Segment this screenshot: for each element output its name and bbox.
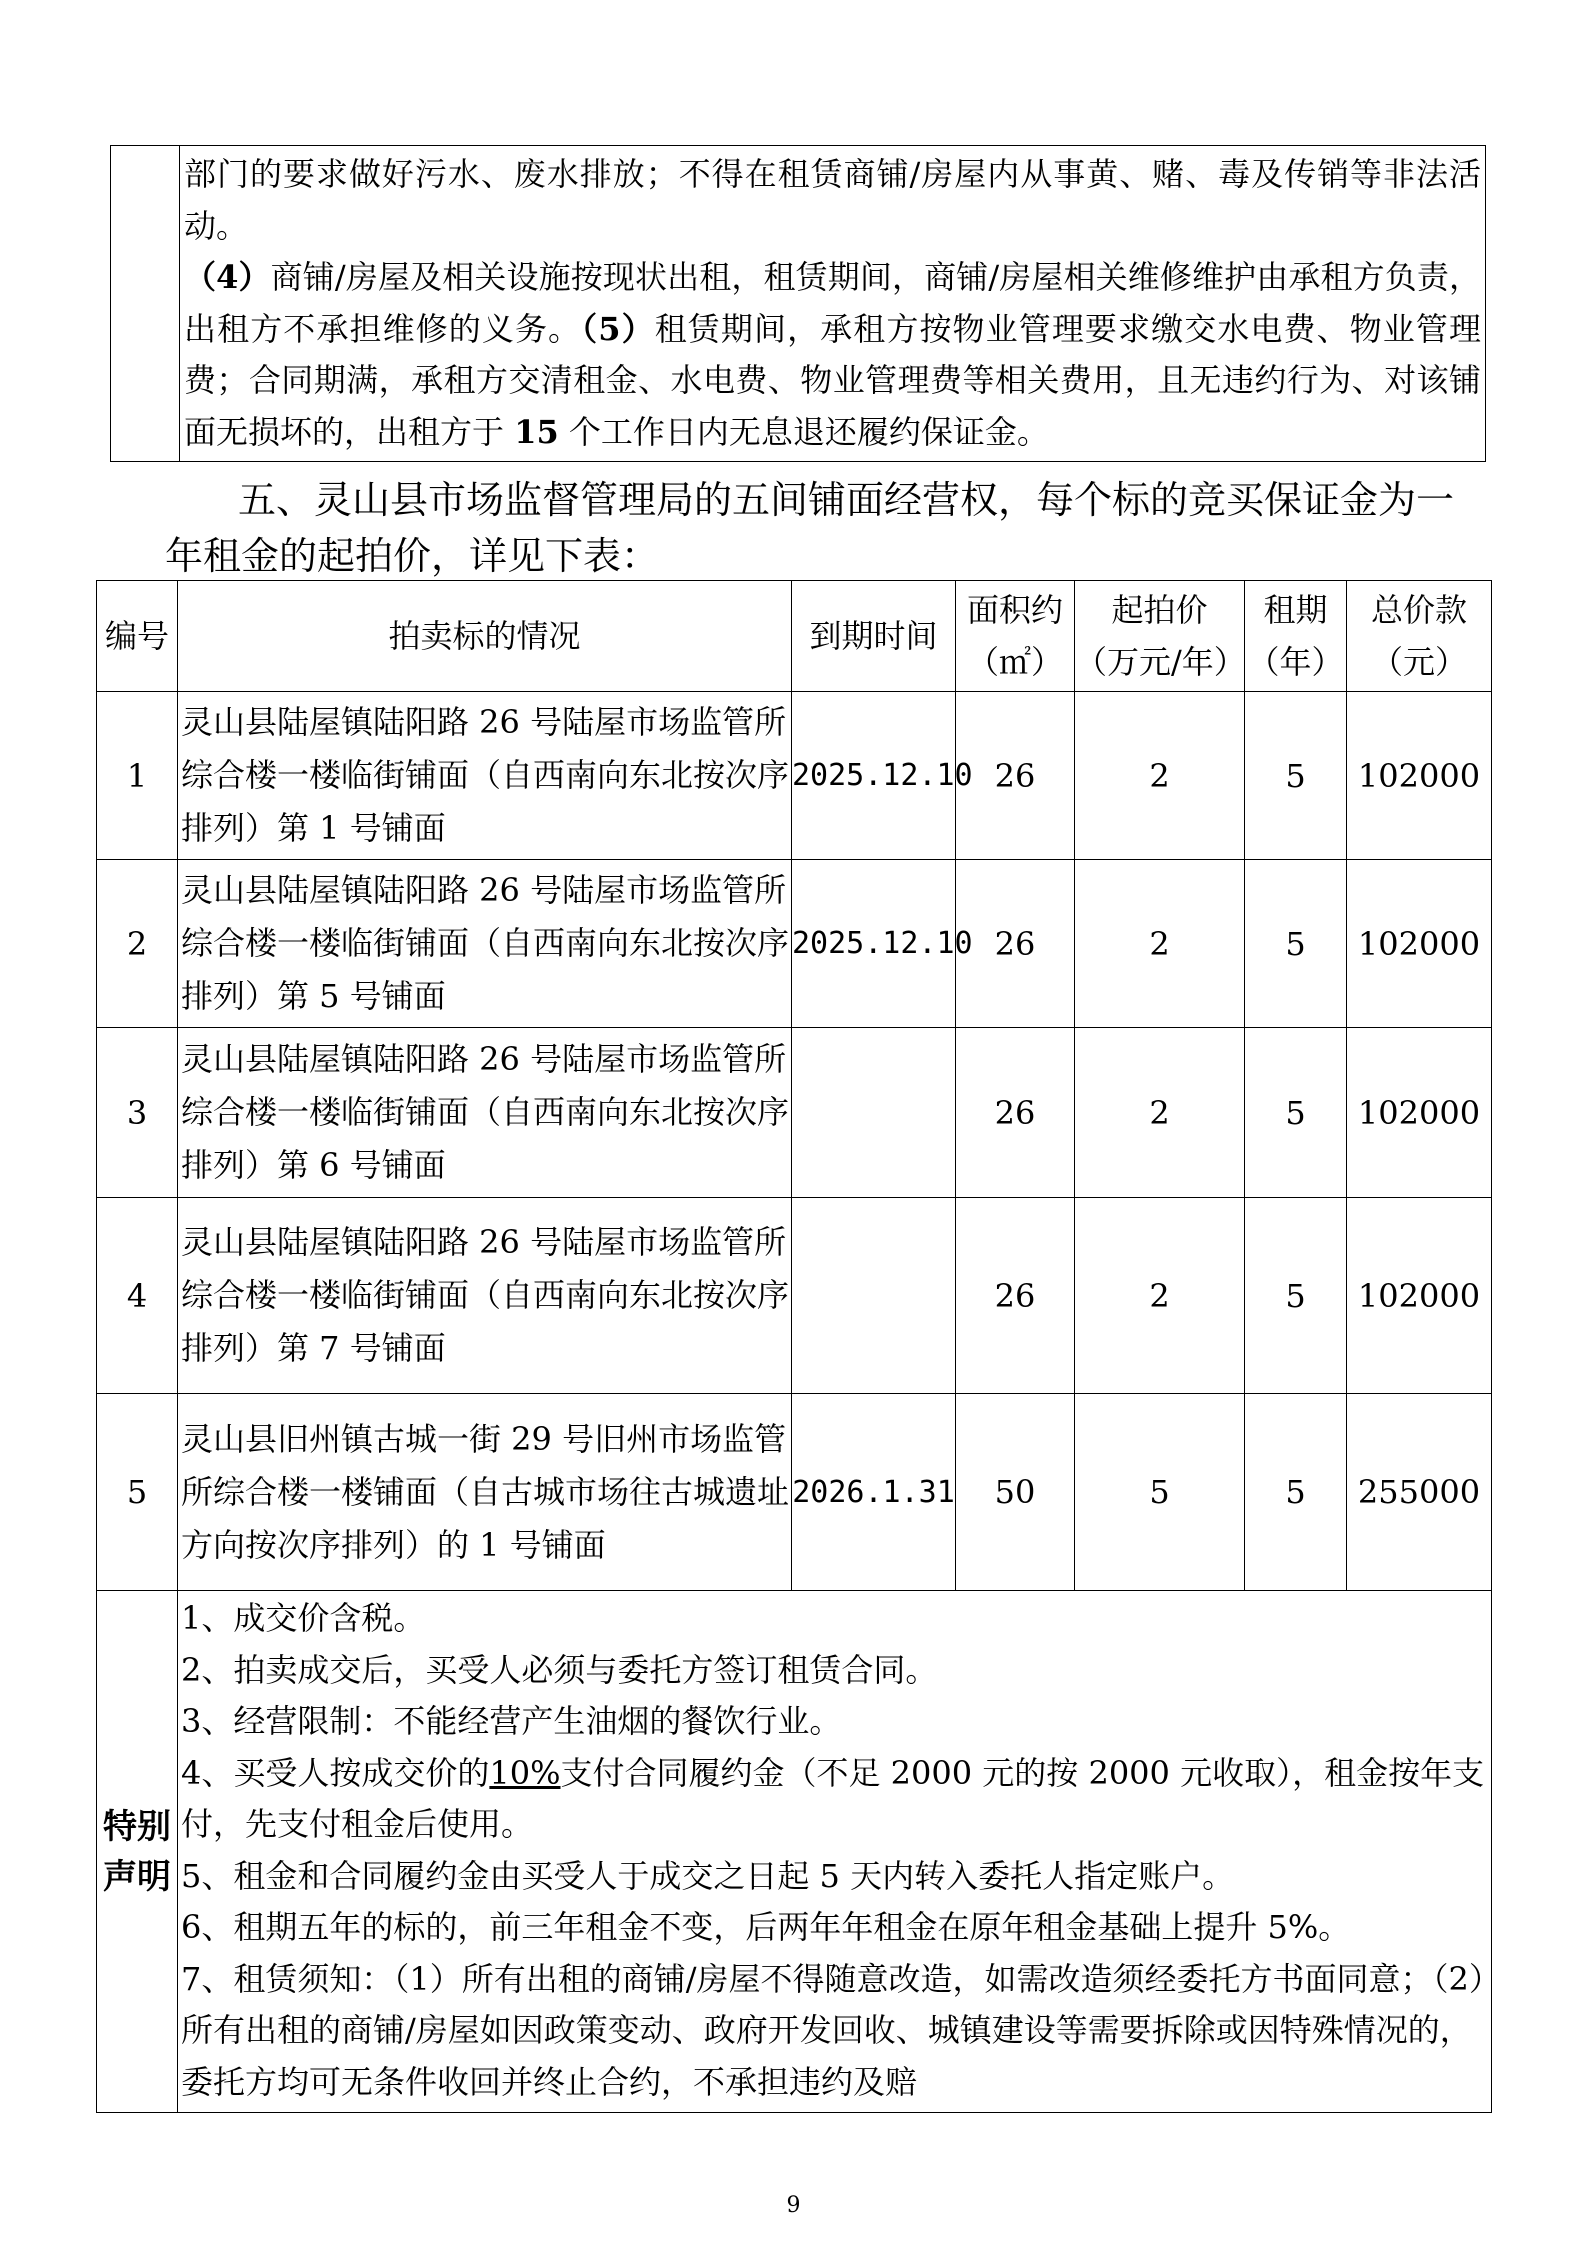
item-5-number: （5） xyxy=(581,309,655,348)
item-5-tail: 个工作日内无息退还履约保证金。 xyxy=(568,412,1049,451)
table-row xyxy=(97,860,1492,1028)
note-2: 2、拍卖成交后，买受人必须与委托方签订租赁合同。 xyxy=(181,1650,938,1689)
row-description: 灵山县陆屋镇陆阳路 26 号陆屋市场监管所综合楼一楼临街铺面（自西南向东北按次序排列）第 1 号铺面 xyxy=(178,692,792,860)
row-description: 灵山县陆屋镇陆阳路 26 号陆屋市场监管所综合楼一楼临街铺面（自西南向东北按次序排列）第 5 号铺面 xyxy=(178,860,792,1028)
row-expiry xyxy=(792,1198,956,1394)
header-total-line2: （元） xyxy=(1370,643,1467,681)
row-total: 102000 xyxy=(1347,1198,1492,1394)
page-number: 9 xyxy=(786,2193,801,2218)
row-expiry: 2025.12.10 xyxy=(792,860,956,1028)
header-area-line2: （㎡） xyxy=(966,643,1063,681)
row-term: 5 xyxy=(1245,1198,1347,1394)
table-row xyxy=(97,1028,1492,1198)
heading-line-2: 年租金的起拍价，详见下表： xyxy=(165,534,660,578)
header-total xyxy=(1347,581,1492,692)
row-total: 255000 xyxy=(1347,1394,1492,1591)
item-4-number: （4） xyxy=(184,258,271,296)
auction-table xyxy=(96,580,1492,2113)
row-number: 3 xyxy=(97,1028,178,1198)
notes-row xyxy=(97,1591,1492,2113)
notes-cell xyxy=(178,1591,1492,2113)
row-total: 102000 xyxy=(1347,860,1492,1028)
row-term: 5 xyxy=(1245,860,1347,1028)
continuation-table xyxy=(110,145,1486,462)
row-area: 26 xyxy=(956,1028,1075,1198)
header-price-line2: （万元/年） xyxy=(1075,643,1246,681)
table-row xyxy=(97,692,1492,860)
note-7: 7、租赁须知：（1）所有出租的商铺/房屋不得随意改造，如需改造须经委托方书面同意；（2）所有出租的商铺/房屋如因政策变动、政府开发回收、城镇建设等需要拆除或因特殊情况的，委托方均可无条件收回并终止合约，不承担违约及赔 xyxy=(181,1959,1485,2101)
row-number: 4 xyxy=(97,1198,178,1394)
item-4-text: 商铺/房屋及相关设施按现状出租，租赁期间，商铺/房屋相关维修维护由承租方负责，出租方不承担维修的义务。 xyxy=(184,258,1481,348)
row-description: 灵山县陆屋镇陆阳路 26 号陆屋市场监管所综合楼一楼临街铺面（自西南向东北按次序排列）第 6 号铺面 xyxy=(178,1028,792,1198)
row-total: 102000 xyxy=(1347,1028,1492,1198)
continuation-item-4 xyxy=(184,252,1481,458)
row-number: 5 xyxy=(97,1394,178,1591)
table-row xyxy=(97,1394,1492,1591)
continuation-line: 部门的要求做好污水、废水排放；不得在租赁商铺/房屋内从事黄、赌、毒及传销等非法活动。 xyxy=(184,155,1481,245)
table-header-row xyxy=(97,581,1492,692)
continuation-text-cell xyxy=(180,146,1486,462)
header-total-line1: 总价款 xyxy=(1370,591,1467,629)
blank-label-cell xyxy=(111,146,180,462)
header-expiry: 到期时间 xyxy=(792,581,956,692)
header-term xyxy=(1245,581,1347,692)
row-term: 5 xyxy=(1245,1394,1347,1591)
row-price: 2 xyxy=(1075,692,1245,860)
note-3: 3、经营限制：不能经营产生油烟的餐饮行业。 xyxy=(181,1702,842,1740)
row-price: 2 xyxy=(1075,1028,1245,1198)
row-area: 26 xyxy=(956,1198,1075,1394)
header-term-line2: （年） xyxy=(1247,643,1344,681)
row-price: 5 xyxy=(1075,1394,1245,1591)
row-term: 5 xyxy=(1245,1028,1347,1198)
note-6: 6、租期五年的标的，前三年租金不变，后两年年租金在原年租金基础上提升 5%。 xyxy=(181,1908,1351,1946)
row-total: 102000 xyxy=(1347,692,1492,860)
note-1: 1、成交价含税。 xyxy=(181,1599,426,1637)
header-area xyxy=(956,581,1075,692)
row-description: 灵山县旧州镇古城一街 29 号旧州市场监管所综合楼一楼铺面（自古城市场往古城遗址方向按次序排列）的 1 号铺面 xyxy=(178,1394,792,1591)
item-5-days: 15 xyxy=(514,412,559,451)
header-area-line1: 面积约 xyxy=(966,591,1063,629)
header-term-line1: 租期 xyxy=(1263,591,1328,629)
table-row xyxy=(97,1198,1492,1394)
note-4-start: 4、买受人按成交价的 xyxy=(181,1753,490,1792)
header-description: 拍卖标的情况 xyxy=(178,581,792,692)
note-5: 5、租金和合同履约金由买受人于成交之日起 5 天内转入委托人指定账户。 xyxy=(181,1856,1235,1895)
row-price: 2 xyxy=(1075,860,1245,1028)
row-number: 2 xyxy=(97,860,178,1028)
header-price-line1: 起拍价 xyxy=(1111,591,1208,629)
row-price: 2 xyxy=(1075,1198,1245,1394)
notes-label: 特别声明 xyxy=(97,1591,178,2113)
section-heading xyxy=(110,472,1490,584)
header-number: 编号 xyxy=(97,581,178,692)
row-term: 5 xyxy=(1245,692,1347,860)
row-expiry: 2025.12.10 xyxy=(792,692,956,860)
row-area: 50 xyxy=(956,1394,1075,1591)
row-area: 26 xyxy=(956,692,1075,860)
note-4 xyxy=(181,1748,1489,1851)
note-4-percent: 10% xyxy=(489,1753,561,1792)
header-price xyxy=(1075,581,1245,692)
row-number: 1 xyxy=(97,692,178,860)
item-5-text: 租赁期间，承租方按物业管理要求缴交水电费、物业管理费；合同期满，承租方交清租金、水电费、物业管理费等相关费用，且无违约行为、对该铺面无损坏的，出租方于 xyxy=(184,309,1481,451)
row-expiry: 2026.1.31 xyxy=(792,1394,956,1591)
row-expiry xyxy=(792,1028,956,1198)
note-4-end: 支付合同履约金（不足 2000 元的按 2000 元收取），租金按年支付，先支付租金后使用。 xyxy=(181,1753,1485,1843)
row-area: 26 xyxy=(956,860,1075,1028)
heading-line-1: 五、灵山县市场监督管理局的五间铺面经营权，每个标的竞买保证金为一 xyxy=(238,478,1455,522)
row-description: 灵山县陆屋镇陆阳路 26 号陆屋市场监管所综合楼一楼临街铺面（自西南向东北按次序排列）第 7 号铺面 xyxy=(178,1198,792,1394)
